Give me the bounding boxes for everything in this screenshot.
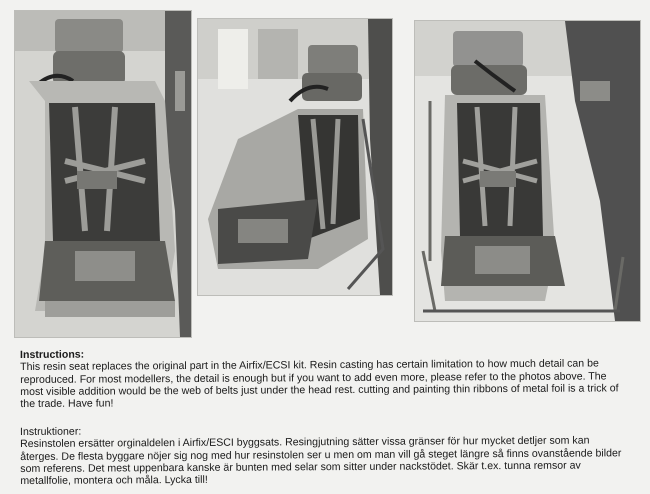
- instructions-swedish-heading: Instruktioner:: [20, 425, 82, 438]
- seat-photo-angled: [197, 18, 393, 296]
- instructions-swedish: [20, 422, 630, 487]
- seat-front-illustration: [15, 11, 191, 337]
- instructions-english-heading: Instructions:: [20, 348, 85, 361]
- instructions-english: [20, 345, 630, 410]
- seat-angled-illustration: [198, 19, 392, 295]
- seat-photo-trolley: [414, 20, 641, 322]
- seat-photo-front: [14, 10, 192, 338]
- seat-trolley-illustration: [415, 21, 640, 321]
- instructions-english-body: This resin seat replaces the original part in the Airfix/ECSI kit. Resin casting has certain limitation to how much detail can be reproduced. For most modellers, the detail is enough but if you want to add even more, please refer to the photos above. The most visible addition would be the web of belts just under the head rest. cutting and painting thin ribbons of metal foil is a trick of the trade. Have fun!: [20, 357, 619, 411]
- instructions-swedish-body: Resinstolen ersätter orginaldelen i Airfix/ESCI byggsats. Resingjutning sätter vissa gränser för hur mycket detljer som kan återges. De flesta byggare nöjer sig nog med hur resinstolen ser u men om man vill gå steget längre så finns ovanstående bilder som referens. Det mest uppenbara kanske är bunten med selar som sitter under nackstödet. Skär t.ex. tunna remsor av metallfolie, montera och måla. Lycka till!: [20, 434, 622, 488]
